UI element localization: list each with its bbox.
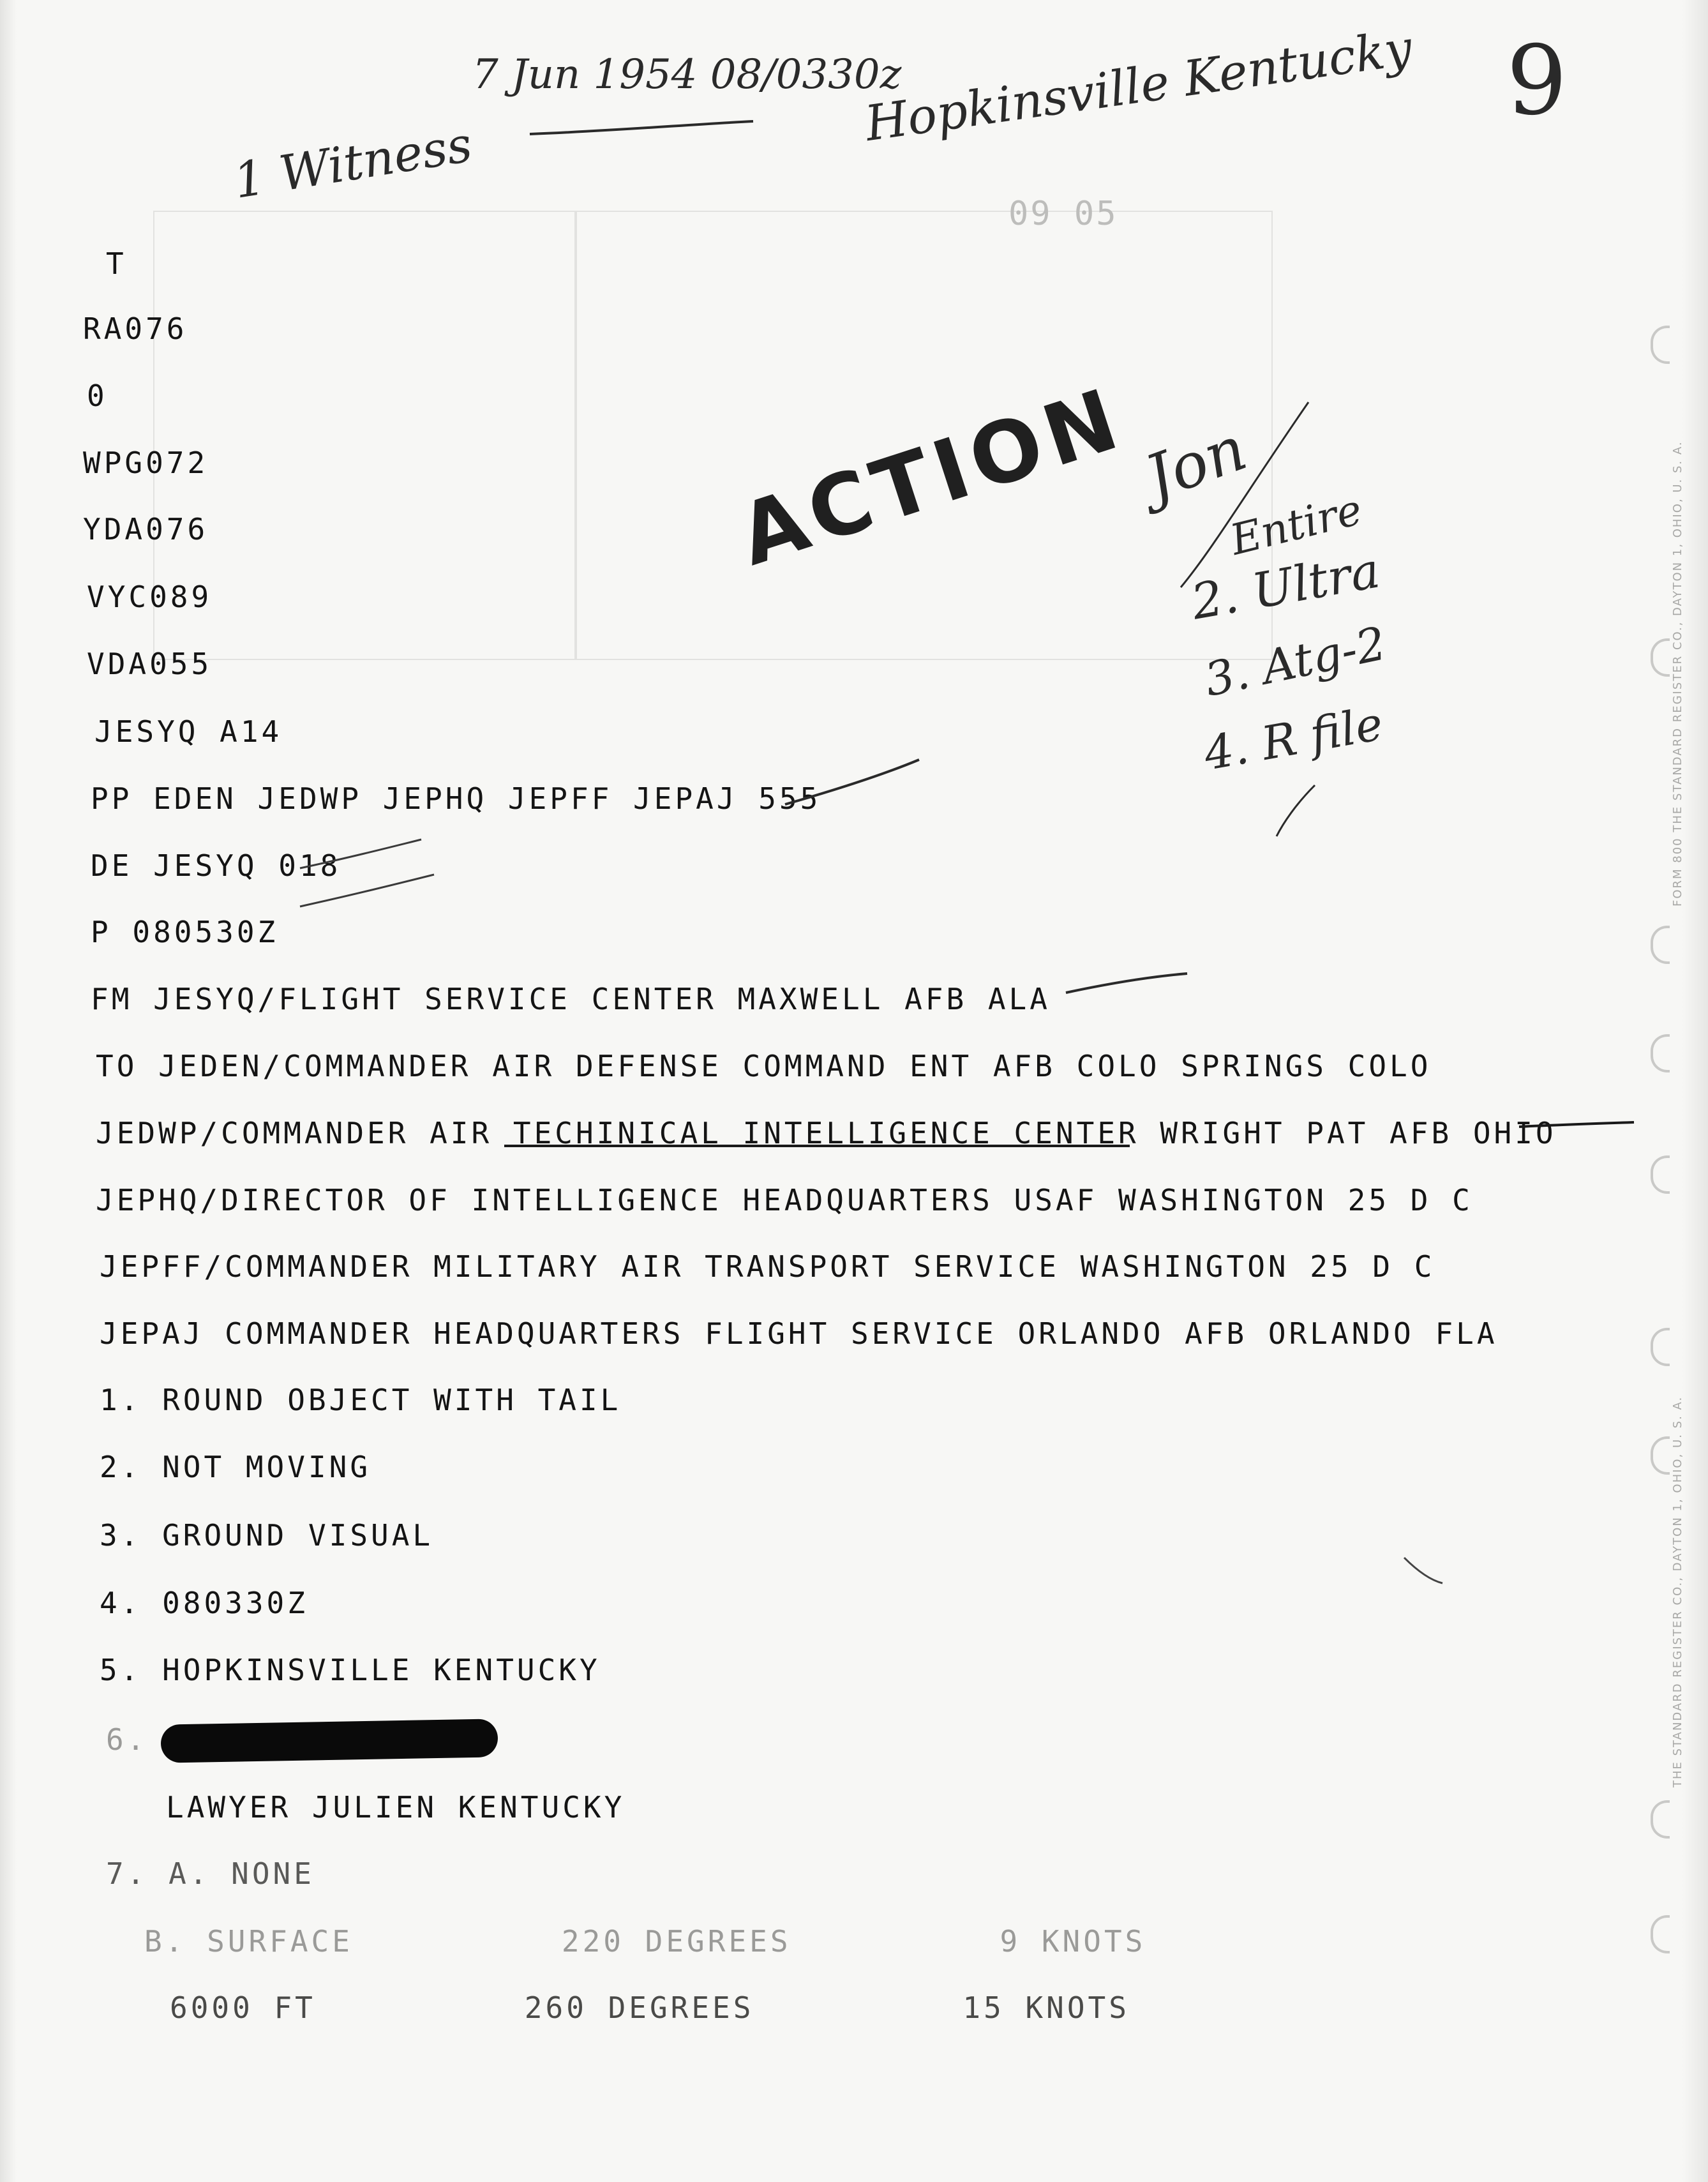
handwritten-routing-ultra: 2. Ultra bbox=[1187, 541, 1384, 631]
margin-print-lower: THE STANDARD REGISTER CO., DAYTON 1, OHIO, U. S. A. bbox=[1671, 1396, 1684, 1787]
show-through-received-stamp: 09 05 bbox=[1008, 195, 1118, 233]
handwritten-location-note: Hopkinsville Kentucky bbox=[862, 19, 1416, 153]
handwritten-routing-atg: 3. Atg-2 bbox=[1200, 616, 1391, 707]
item-3-line: 3. GROUND VISUAL bbox=[100, 1518, 434, 1553]
pen-stroke-precedence bbox=[785, 760, 919, 804]
routing-jedwp-line: JEDWP/COMMANDER AIR TECHINICAL INTELLIGENCE CENTER WRIGHT PAT AFB OHIO bbox=[96, 1116, 1557, 1150]
routing-jephq-line: JEPHQ/DIRECTOR OF INTELLIGENCE HEADQUARTERS USAF WASHINGTON 25 D C bbox=[96, 1183, 1473, 1217]
routing-jepff-line: JEPFF/COMMANDER MILITARY AIR TRANSPORT SERVICE WASHINGTON 25 D C bbox=[100, 1249, 1435, 1284]
item-7b-surface-line: B. SURFACE 220 DEGREES 9 KNOTS bbox=[144, 1924, 1146, 1959]
item-6-number: 6. bbox=[106, 1722, 148, 1757]
pen-stroke-from-line bbox=[1066, 974, 1187, 993]
item-6-continuation-line: LAWYER JULIEN KENTUCKY bbox=[166, 1790, 626, 1825]
handwritten-witness-note: 1 Witness bbox=[230, 116, 476, 209]
item-7a-line: 7. A. NONE bbox=[106, 1856, 315, 1891]
routing-to-line: TO JEDEN/COMMANDER AIR DEFENSE COMMAND ENT AFB COLO SPRINGS COLO bbox=[96, 1049, 1432, 1083]
item-5-line: 5. HOPKINSVILLE KENTUCKY bbox=[100, 1653, 601, 1687]
handwritten-initials: Jon bbox=[1136, 412, 1255, 515]
header-line-vda: VDA055 bbox=[87, 647, 213, 681]
pen-stroke-routing bbox=[1277, 785, 1315, 836]
header-line-yda: YDA076 bbox=[83, 512, 209, 546]
stray-pen-mark bbox=[1404, 1558, 1442, 1583]
pen-stroke-de-line-lower bbox=[300, 875, 434, 907]
pen-stroke-ohio bbox=[1519, 1122, 1634, 1127]
handwritten-routing-file: 4. R file bbox=[1200, 696, 1387, 781]
header-line-wpg: WPG072 bbox=[83, 446, 209, 480]
header-line-zero: 0 bbox=[87, 379, 108, 413]
item-4-line: 4. 080330Z bbox=[100, 1586, 308, 1620]
header-line-precedence: PP EDEN JEDWP JEPHQ JEPFF JEPAJ 555 bbox=[91, 781, 821, 816]
header-line-jesyq: JESYQ A14 bbox=[94, 714, 283, 749]
pen-stroke-de-line bbox=[300, 839, 421, 868]
header-line-ra: RA076 bbox=[83, 312, 188, 346]
routing-jepaj-line: JEPAJ COMMANDER HEADQUARTERS FLIGHT SERVICE ORLANDO AFB ORLANDO FLA bbox=[100, 1316, 1498, 1351]
item-7b-altitude-line: 6000 FT 260 DEGREES 15 KNOTS bbox=[170, 1990, 1130, 2025]
pen-stroke-initials bbox=[1181, 402, 1308, 587]
underline-date-note bbox=[530, 121, 753, 134]
handwritten-date-note: 7 Jun 1954 08/0330z bbox=[472, 51, 902, 98]
header-line-dtg: P 080530Z bbox=[91, 915, 279, 949]
margin-print-upper: FORM 800 THE STANDARD REGISTER CO., DAYTON 1, OHIO, U. S. A. bbox=[1671, 440, 1684, 907]
header-line-t: T bbox=[106, 246, 127, 281]
header-line-de: DE JESYQ 018 bbox=[91, 848, 341, 883]
handwritten-routing-entire: Entire bbox=[1225, 485, 1367, 565]
action-stamp: ACTION bbox=[728, 369, 1135, 585]
item-1-line: 1. ROUND OBJECT WITH TAIL bbox=[100, 1383, 622, 1417]
handwritten-page-number: 9 bbox=[1506, 26, 1568, 137]
header-line-vyc: VYC089 bbox=[87, 580, 213, 614]
routing-from-line: FM JESYQ/FLIGHT SERVICE CENTER MAXWELL AFB ALA bbox=[91, 982, 1051, 1016]
item-2-line: 2. NOT MOVING bbox=[100, 1450, 371, 1484]
